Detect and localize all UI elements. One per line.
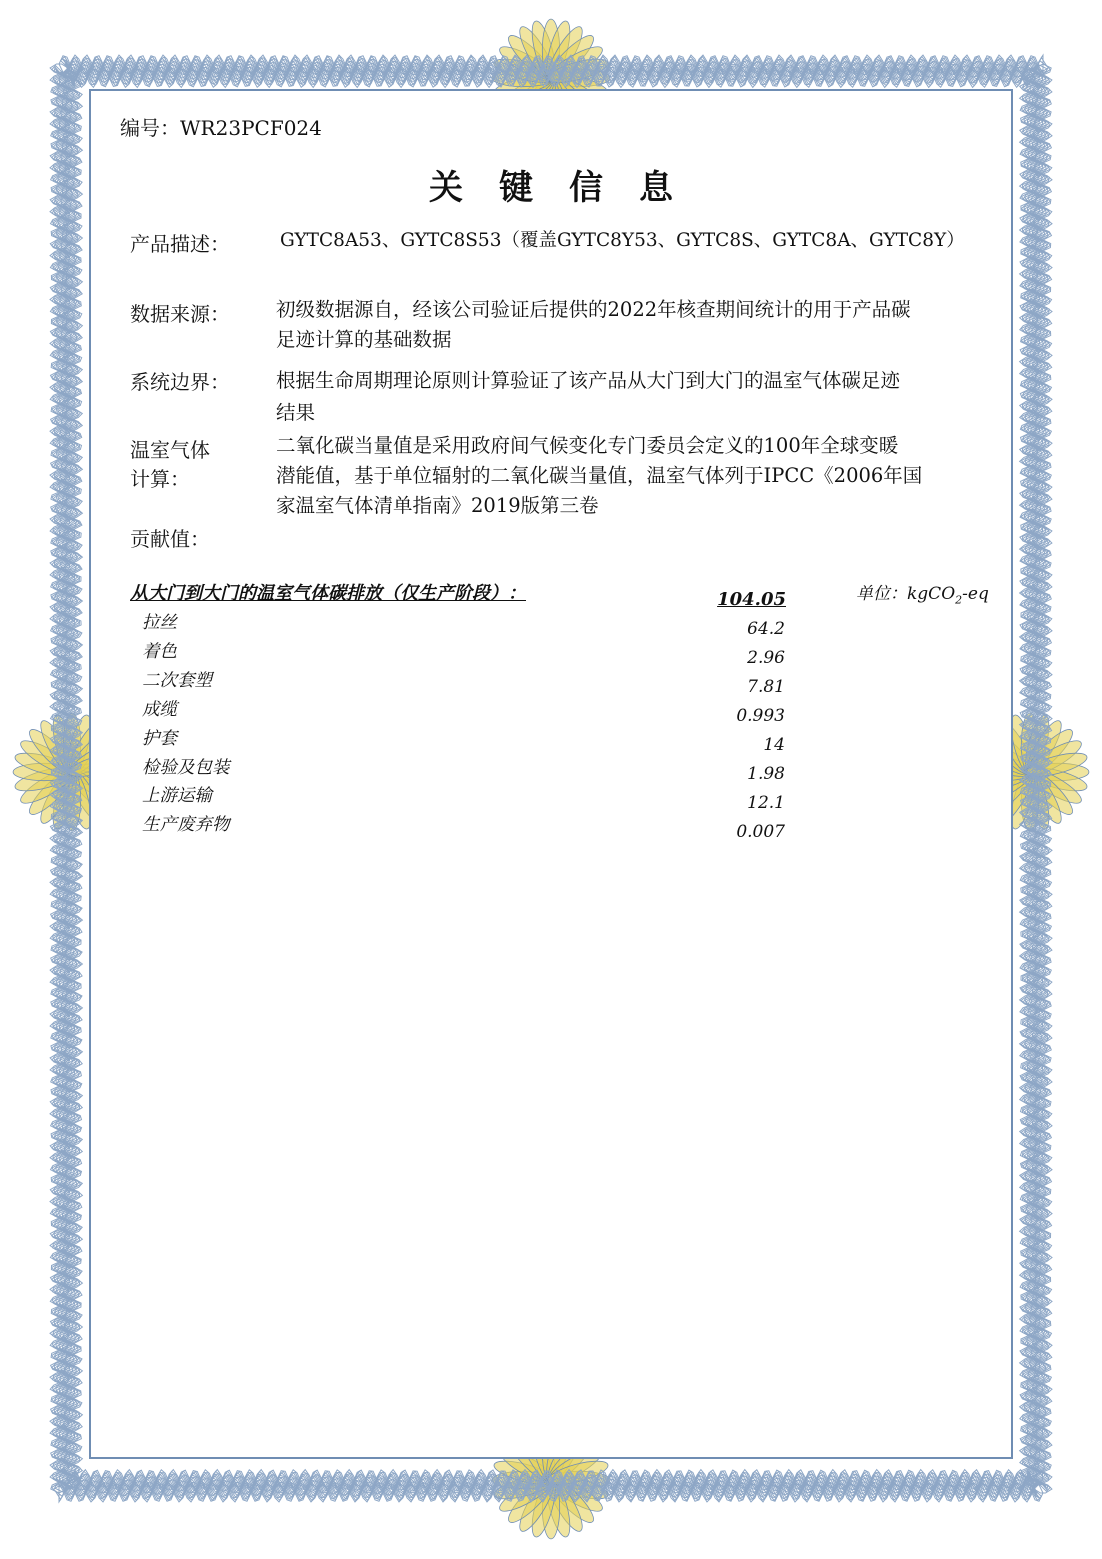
- stage-value: 2.96: [747, 648, 785, 668]
- emissions-total: 104.05: [717, 589, 786, 610]
- stage-name: 检验及包装: [142, 758, 230, 778]
- stage-value: 12.1: [747, 793, 785, 813]
- stage-name: 护套: [142, 729, 177, 749]
- value-data-source-line1: 初级数据源自，经该公司验证后提供的2022年核查期间统计的用于产品碳: [276, 298, 911, 321]
- label-ghg-calc-line1: 温室气体: [130, 438, 210, 462]
- stage-value: 0.993: [736, 706, 785, 726]
- emissions-heading: 从大门到大门的温室气体碳排放（仅生产阶段）：: [130, 583, 526, 604]
- stage-name: 上游运输: [142, 786, 212, 806]
- stage-value: 1.98: [747, 764, 785, 784]
- emissions-unit: 单位：kgCO$_2$-eq: [856, 584, 989, 607]
- stage-value: 14: [763, 735, 785, 755]
- value-ghg-calc-line2: 潜能值，基于单位辐射的二氧化碳当量值，温室气体列于IPCC《2006年国: [276, 464, 923, 487]
- value-product-description: GYTC8A53、GYTC8S53（覆盖GYTC8Y53、GYTC8S、GYTC8A、GYTC8Y）: [280, 230, 965, 251]
- stage-name: 着色: [142, 642, 177, 662]
- value-system-boundary-line2: 结果: [276, 401, 316, 424]
- stage-name: 成缆: [142, 700, 177, 720]
- label-product-description: 产品描述：: [130, 232, 230, 256]
- value-ghg-calc-line1: 二氧化碳当量值是采用政府间气候变化专门委员会定义的100年全球变暖: [276, 434, 899, 457]
- stage-name: 拉丝: [142, 613, 177, 633]
- label-system-boundary: 系统边界：: [130, 370, 230, 394]
- value-ghg-calc-line3: 家温室气体清单指南》2019版第三卷: [276, 494, 599, 517]
- page-title: 关键信息: [429, 168, 709, 208]
- value-data-source-line2: 足迹计算的基础数据: [276, 328, 452, 351]
- label-contribution: 贡献值：: [130, 527, 210, 551]
- label-ghg-calc-line2: 计算：: [130, 467, 190, 491]
- label-data-source: 数据来源：: [130, 302, 230, 326]
- stage-name: 二次套塑: [142, 671, 212, 691]
- value-system-boundary-line1: 根据生命周期理论原则计算验证了该产品从大门到大门的温室气体碳足迹: [276, 369, 901, 392]
- stage-value: 64.2: [747, 619, 785, 639]
- stage-name: 生产废弃物: [142, 815, 230, 835]
- stage-value: 7.81: [747, 677, 785, 697]
- certificate-number: 编号：WR23PCF024: [120, 116, 322, 140]
- stage-value: 0.007: [736, 822, 785, 842]
